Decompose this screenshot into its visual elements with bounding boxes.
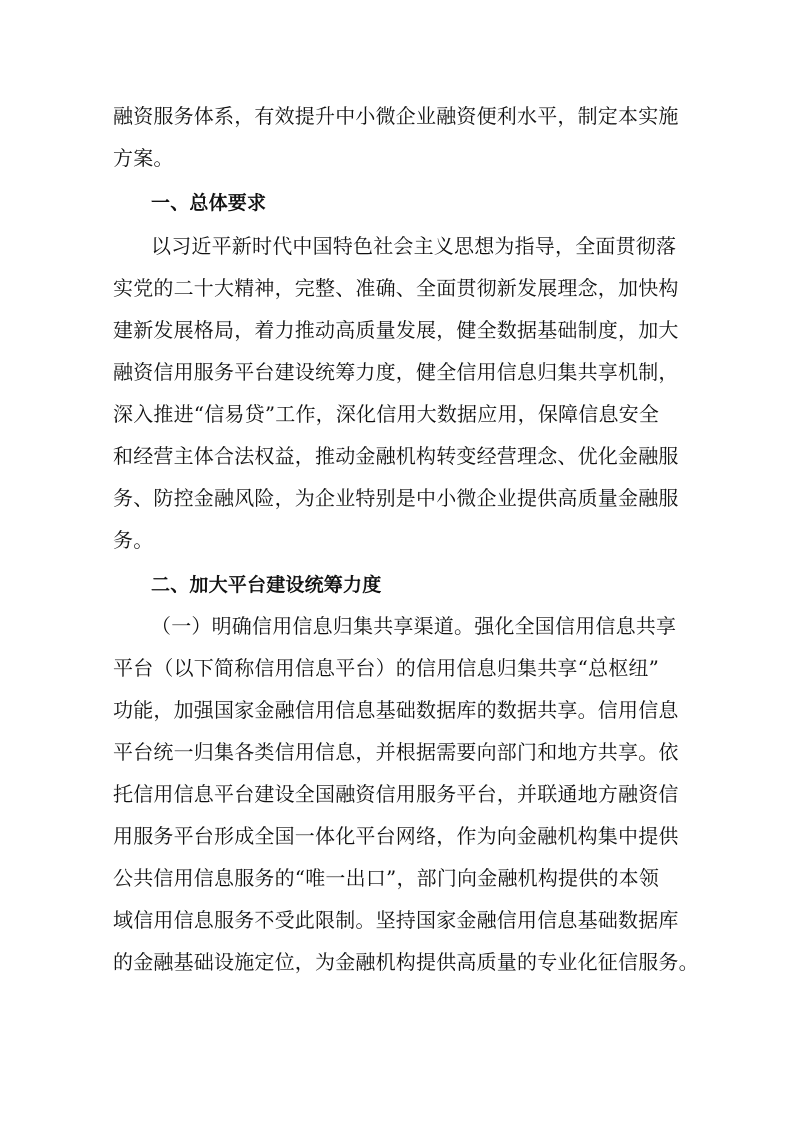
paragraph-1-line-3: 建新发展格局，着力推动高质量发展，健全数据基础制度，加大 bbox=[113, 318, 679, 342]
paragraph-1-line-1: 以习近平新时代中国特色社会主义思想为指导，全面贯彻落 bbox=[151, 234, 677, 258]
paragraph-1-line-4: 融资信用服务平台建设统筹力度，健全信用信息归集共享机制， bbox=[113, 360, 679, 384]
section-heading-1: 一、总体要求 bbox=[151, 192, 267, 214]
paragraph-2-line-1: （一）明确信用信息归集共享渠道。强化全国信用信息共享 bbox=[151, 614, 677, 638]
section-heading-2: 二、加大平台建设统筹力度 bbox=[151, 574, 382, 596]
paragraph-2-line-9: 的金融基础设施定位，为金融机构提供高质量的专业化征信服务。 bbox=[113, 950, 699, 974]
paragraph-intro-line-2: 方案。 bbox=[113, 146, 174, 170]
paragraph-2-line-3: 功能，加强国家金融信用信息基础数据库的数据共享。信用信息 bbox=[113, 698, 679, 722]
paragraph-2-line-6: 用服务平台形成全国一体化平台网络，作为向金融机构集中提供 bbox=[113, 824, 679, 848]
paragraph-2-line-7: 公共信用信息服务的“唯一出口”，部门向金融机构提供的本领 bbox=[113, 866, 660, 890]
paragraph-2-line-2: 平台（以下简称信用信息平台）的信用信息归集共享“总枢纽” bbox=[113, 656, 660, 680]
paragraph-1-line-7: 务、防控金融风险，为企业特别是中小微企业提供高质量金融服 bbox=[113, 486, 679, 510]
paragraph-2-line-4: 平台统一归集各类信用信息，并根据需要向部门和地方共享。依 bbox=[113, 740, 679, 764]
paragraph-2-line-5: 托信用信息平台建设全国融资信用服务平台，并联通地方融资信 bbox=[113, 782, 679, 806]
paragraph-1-line-5: 深入推进“信易贷”工作，深化信用大数据应用，保障信息安全 bbox=[113, 402, 660, 426]
paragraph-intro-line-1: 融资服务体系，有效提升中小微企业融资便利水平，制定本实施 bbox=[113, 104, 679, 128]
paragraph-2-line-8: 域信用信息服务不受此限制。坚持国家金融信用信息基础数据库 bbox=[113, 908, 679, 932]
paragraph-1-line-6: 和经营主体合法权益，推动金融机构转变经营理念、优化金融服 bbox=[113, 444, 679, 468]
paragraph-1-line-2: 实党的二十大精神，完整、准确、全面贯彻新发展理念，加快构 bbox=[113, 276, 679, 300]
paragraph-1-line-8: 务。 bbox=[113, 528, 154, 552]
